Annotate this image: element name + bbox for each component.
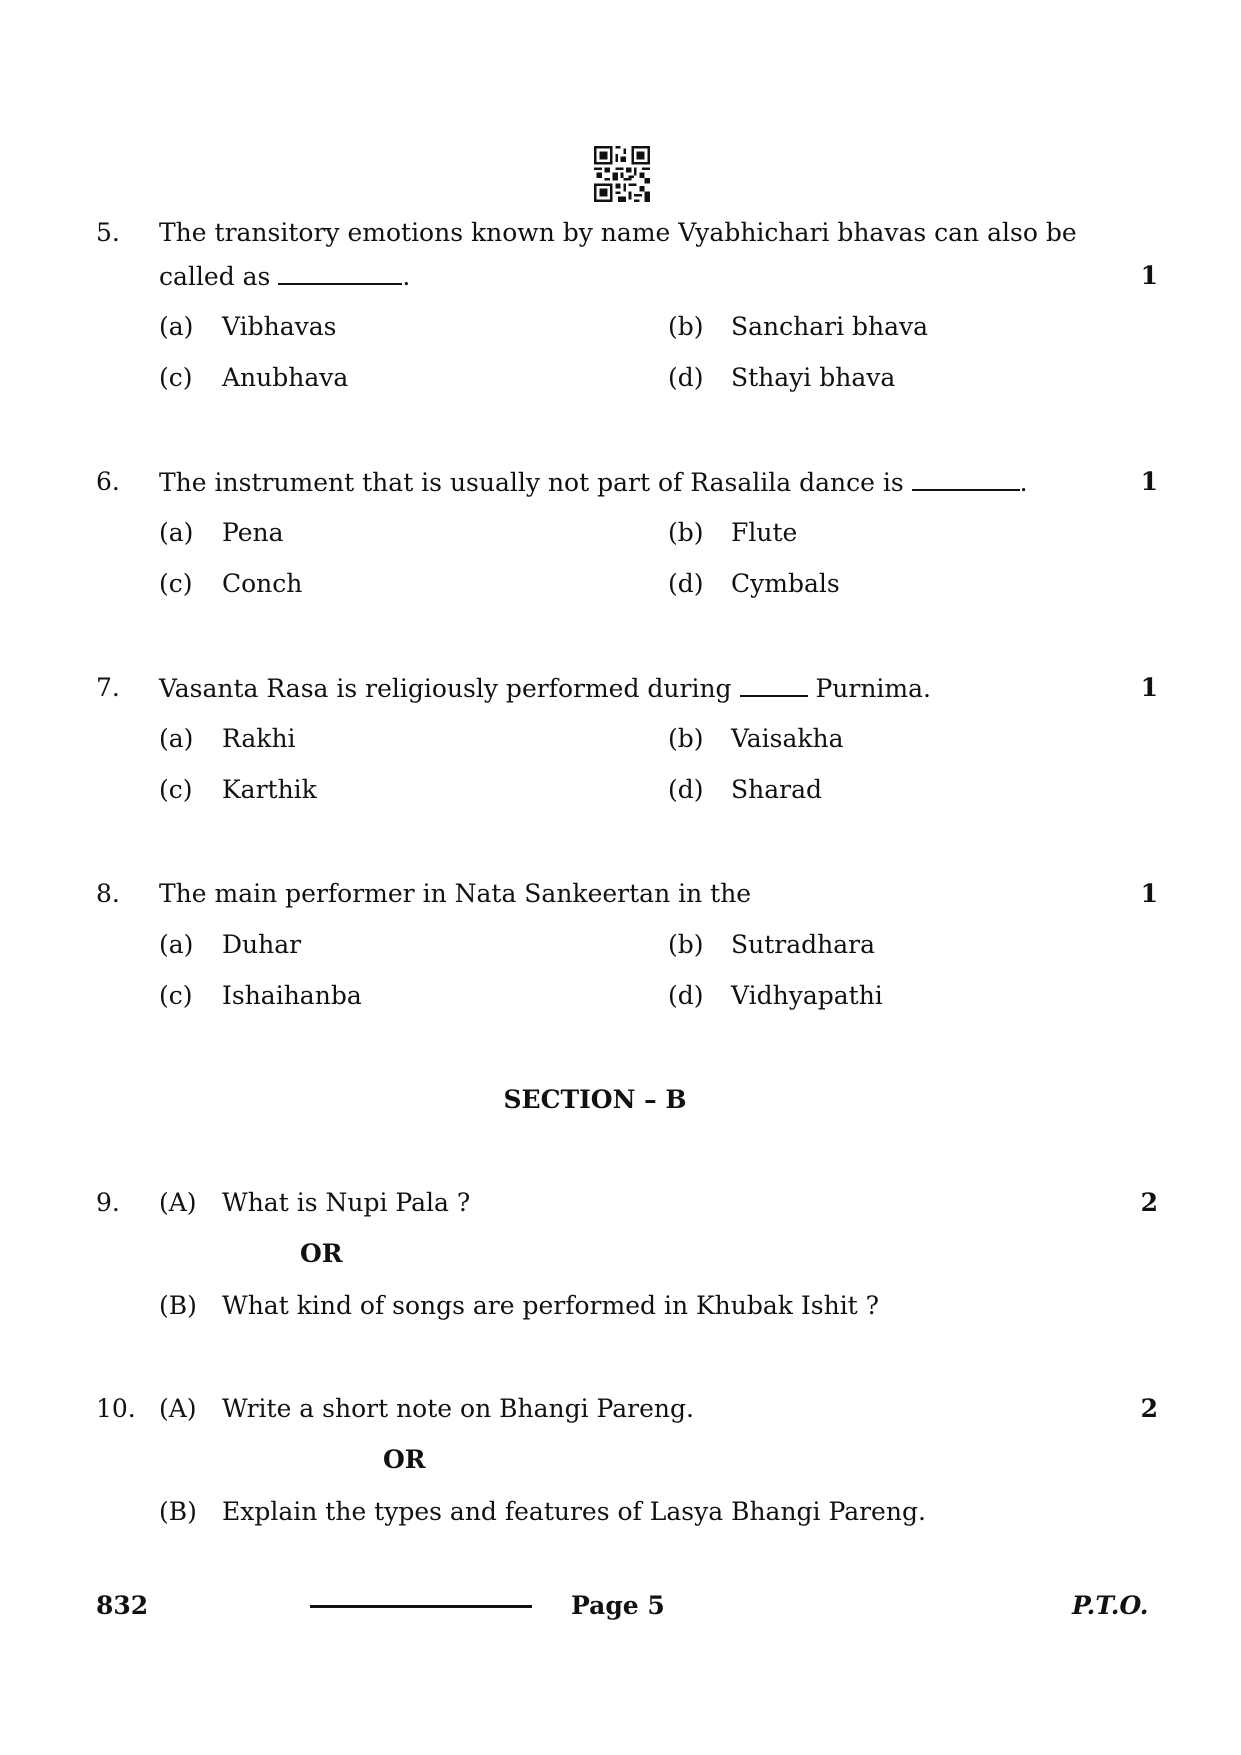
q8-option-a-text: Duhar — [222, 930, 302, 959]
question-5-number: 5. — [96, 218, 120, 247]
question-7-text-pre: Vasanta Rasa is religiously performed during — [159, 674, 732, 703]
question-7-text-post: Purnima. — [815, 674, 931, 703]
q5-option-c-text: Anubhava — [222, 363, 349, 392]
question-8-number: 8. — [96, 879, 120, 908]
q8-option-a-label: (a) — [159, 930, 194, 959]
q8-option-c-label: (c) — [159, 981, 193, 1010]
q6-option-d-label: (d) — [668, 569, 704, 598]
q8-option-d-label: (d) — [668, 981, 704, 1010]
question-6-number: 6. — [96, 467, 120, 496]
question-5-text-line1: The transitory emotions known by name Vyabhichari bhavas can also be — [159, 218, 1077, 247]
question-7-number: 7. — [96, 673, 120, 702]
q5-option-c-label: (c) — [159, 363, 193, 392]
question-8-text: The main performer in Nata Sankeertan in the — [159, 879, 752, 908]
q5-option-b-text: Sanchari bhava — [731, 312, 929, 341]
question-10-or: OR — [383, 1445, 426, 1474]
question-8-marks: 1 — [1140, 879, 1158, 908]
question-5-text-pre: called as — [159, 262, 271, 291]
question-9-marks: 2 — [1140, 1188, 1158, 1217]
question-10b-label: (B) — [159, 1497, 197, 1526]
answer-blank — [740, 673, 808, 697]
question-10-number: 10. — [96, 1394, 136, 1423]
question-5-marks: 1 — [1140, 261, 1158, 290]
q7-option-c-label: (c) — [159, 775, 193, 804]
question-6-text-pre: The instrument that is usually not part of Rasalila dance is — [159, 468, 904, 497]
paper-code: 832 — [96, 1591, 149, 1620]
q7-option-c-text: Karthik — [222, 775, 317, 804]
q5-option-a-label: (a) — [159, 312, 194, 341]
q6-option-c-label: (c) — [159, 569, 193, 598]
answer-blank — [278, 261, 402, 285]
question-9-number: 9. — [96, 1188, 120, 1217]
q5-option-b-label: (b) — [668, 312, 704, 341]
qr-code — [594, 146, 650, 202]
q6-option-b-label: (b) — [668, 518, 704, 547]
question-10a-label: (A) — [159, 1394, 197, 1423]
footer-divider — [310, 1605, 532, 1608]
q5-option-a-text: Vibhavas — [222, 312, 337, 341]
question-6-text — [159, 467, 1028, 498]
q6-option-d-text: Cymbals — [731, 569, 840, 598]
question-7-marks: 1 — [1140, 673, 1158, 702]
q8-option-c-text: Ishaihanba — [222, 981, 362, 1010]
q7-option-a-label: (a) — [159, 724, 194, 753]
question-9b-text: What kind of songs are performed in Khubak Ishit ? — [222, 1291, 880, 1320]
question-6-marks: 1 — [1140, 467, 1158, 496]
q7-option-d-text: Sharad — [731, 775, 822, 804]
question-10-marks: 2 — [1140, 1394, 1158, 1423]
section-b-heading: SECTION – B — [503, 1085, 687, 1114]
question-10a-text: Write a short note on Bhangi Pareng. — [222, 1394, 694, 1423]
q7-option-b-text: Vaisakha — [731, 724, 844, 753]
q6-option-c-text: Conch — [222, 569, 303, 598]
q8-option-d-text: Vidhyapathi — [731, 981, 883, 1010]
page-number: Page 5 — [571, 1591, 665, 1620]
q5-option-d-label: (d) — [668, 363, 704, 392]
pto-label: P.T.O. — [1072, 1591, 1149, 1620]
q7-option-d-label: (d) — [668, 775, 704, 804]
q7-option-b-label: (b) — [668, 724, 704, 753]
q6-option-a-label: (a) — [159, 518, 194, 547]
q7-option-a-text: Rakhi — [222, 724, 296, 753]
question-9a-text: What is Nupi Pala ? — [222, 1188, 471, 1217]
question-5-text-post: . — [402, 262, 411, 291]
question-10b-text: Explain the types and features of Lasya Bhangi Pareng. — [222, 1497, 926, 1526]
q5-option-d-text: Sthayi bhava — [731, 363, 896, 392]
question-9-or: OR — [300, 1239, 343, 1268]
question-5-text-line2 — [159, 261, 410, 292]
q6-option-b-text: Flute — [731, 518, 798, 547]
q6-option-a-text: Pena — [222, 518, 284, 547]
question-6-text-post: . — [1019, 468, 1028, 497]
answer-blank — [912, 467, 1020, 491]
q8-option-b-label: (b) — [668, 930, 704, 959]
question-7-text — [159, 673, 931, 704]
q8-option-b-text: Sutradhara — [731, 930, 875, 959]
question-9b-label: (B) — [159, 1291, 197, 1320]
question-9a-label: (A) — [159, 1188, 197, 1217]
